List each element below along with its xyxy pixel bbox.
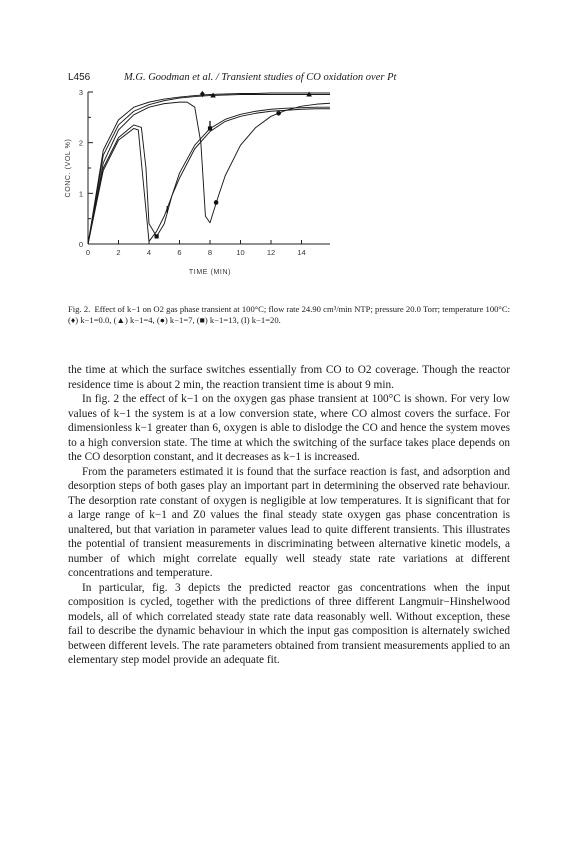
x-tick-label: 6: [177, 248, 182, 257]
paragraph-2: In fig. 2 the effect of k−1 on the oxygen gas phase transient at 100°C is shown. For very low values of k−1 the system is at a low conversion state, where CO almost covers the surface. For dimensionless k−1 greater than 6, oxygen is able to dislodge the CO and hence the system moves to a high conversion state. The time at which the switching of the surface takes place depends on the CO desorption constant, and it decreases as k−1 is increased.: [68, 393, 510, 463]
paragraph-4: In particular, fig. 3 depicts the predicted reactor gas concentrations when the input composition is cycled, together with the predictions of three different Langmuir−Hinshelwood models, all of which correlated steady state rate data reasonably well. Without exception, these fail to describe the dynamic behaviour in which the input gas composition is alternately swiched between different levels. The rate parameters obtained from transient measurements applied to an elementary step model provide an adequate fit.: [68, 581, 510, 666]
x-tick-label: 14: [297, 248, 306, 257]
x-tick-label: 12: [266, 248, 276, 257]
figure-2-chart: [40, 80, 330, 280]
y-tick-label: 1: [78, 189, 83, 199]
body-text: [68, 363, 510, 668]
y-axis-label: CONC. (VOL %): [65, 138, 72, 198]
series-2-marker-2: [306, 92, 312, 97]
paragraph-1: the time at which the surface switches essentially from CO to O2 coverage. Though the reactor residence time is about 2 min, the reaction transient time is about 9 min.: [68, 364, 510, 391]
y-tick-label: 3: [78, 88, 83, 97]
series-3-marker-2: [276, 111, 281, 116]
running-title: M.G. Goodman et al. / Transient studies of CO oxidation over Pt: [124, 72, 397, 83]
page-number: L456: [68, 72, 91, 83]
series-3-marker-1: [214, 200, 219, 205]
caption-text: Effect of k−1 on O2 gas phase transient at 100°C; flow rate 24.90 cm³/min NTP; pressure 20.0 Torr; temperature 100°C: (♦) k−1=0.0, (▲) k−1=4, (●) k−1=7, (■) k−1=13, (I) k−1=20.: [68, 304, 510, 326]
x-tick-label: 4: [146, 248, 152, 257]
figure-label: Fig. 2.: [68, 304, 91, 314]
x-tick-label: 0: [85, 248, 91, 257]
x-tick-label: 2: [116, 248, 121, 257]
x-tick-label: 8: [207, 248, 213, 257]
x-axis-label: TIME (MIN): [188, 269, 232, 276]
y-tick-label: 0: [78, 240, 83, 249]
series-3-line: [88, 102, 330, 244]
paragraph-3: From the parameters estimated it is found that the surface reaction is fast, and adsorption and desorption steps of both gases play an important part in determining the observed rate behaviour. The desorption rate constant of oxygen is negligible at low temperatures. It is significant that for a large range of k−1 and Z0 values the final steady state oxygen gas phase concentration is unaltered, but that variation in parameter values lead to quite different transients. This illustrates the potential of transient measurements in discriminating between alternative kinetic models, a number of which might correlate equally well steady state rate variations at different concentrations and temperature.: [68, 465, 510, 579]
figure-caption: [68, 304, 510, 326]
y-tick-label: 2: [78, 138, 83, 148]
x-tick-label: 10: [236, 248, 245, 257]
series-4-marker-1: [155, 234, 159, 238]
